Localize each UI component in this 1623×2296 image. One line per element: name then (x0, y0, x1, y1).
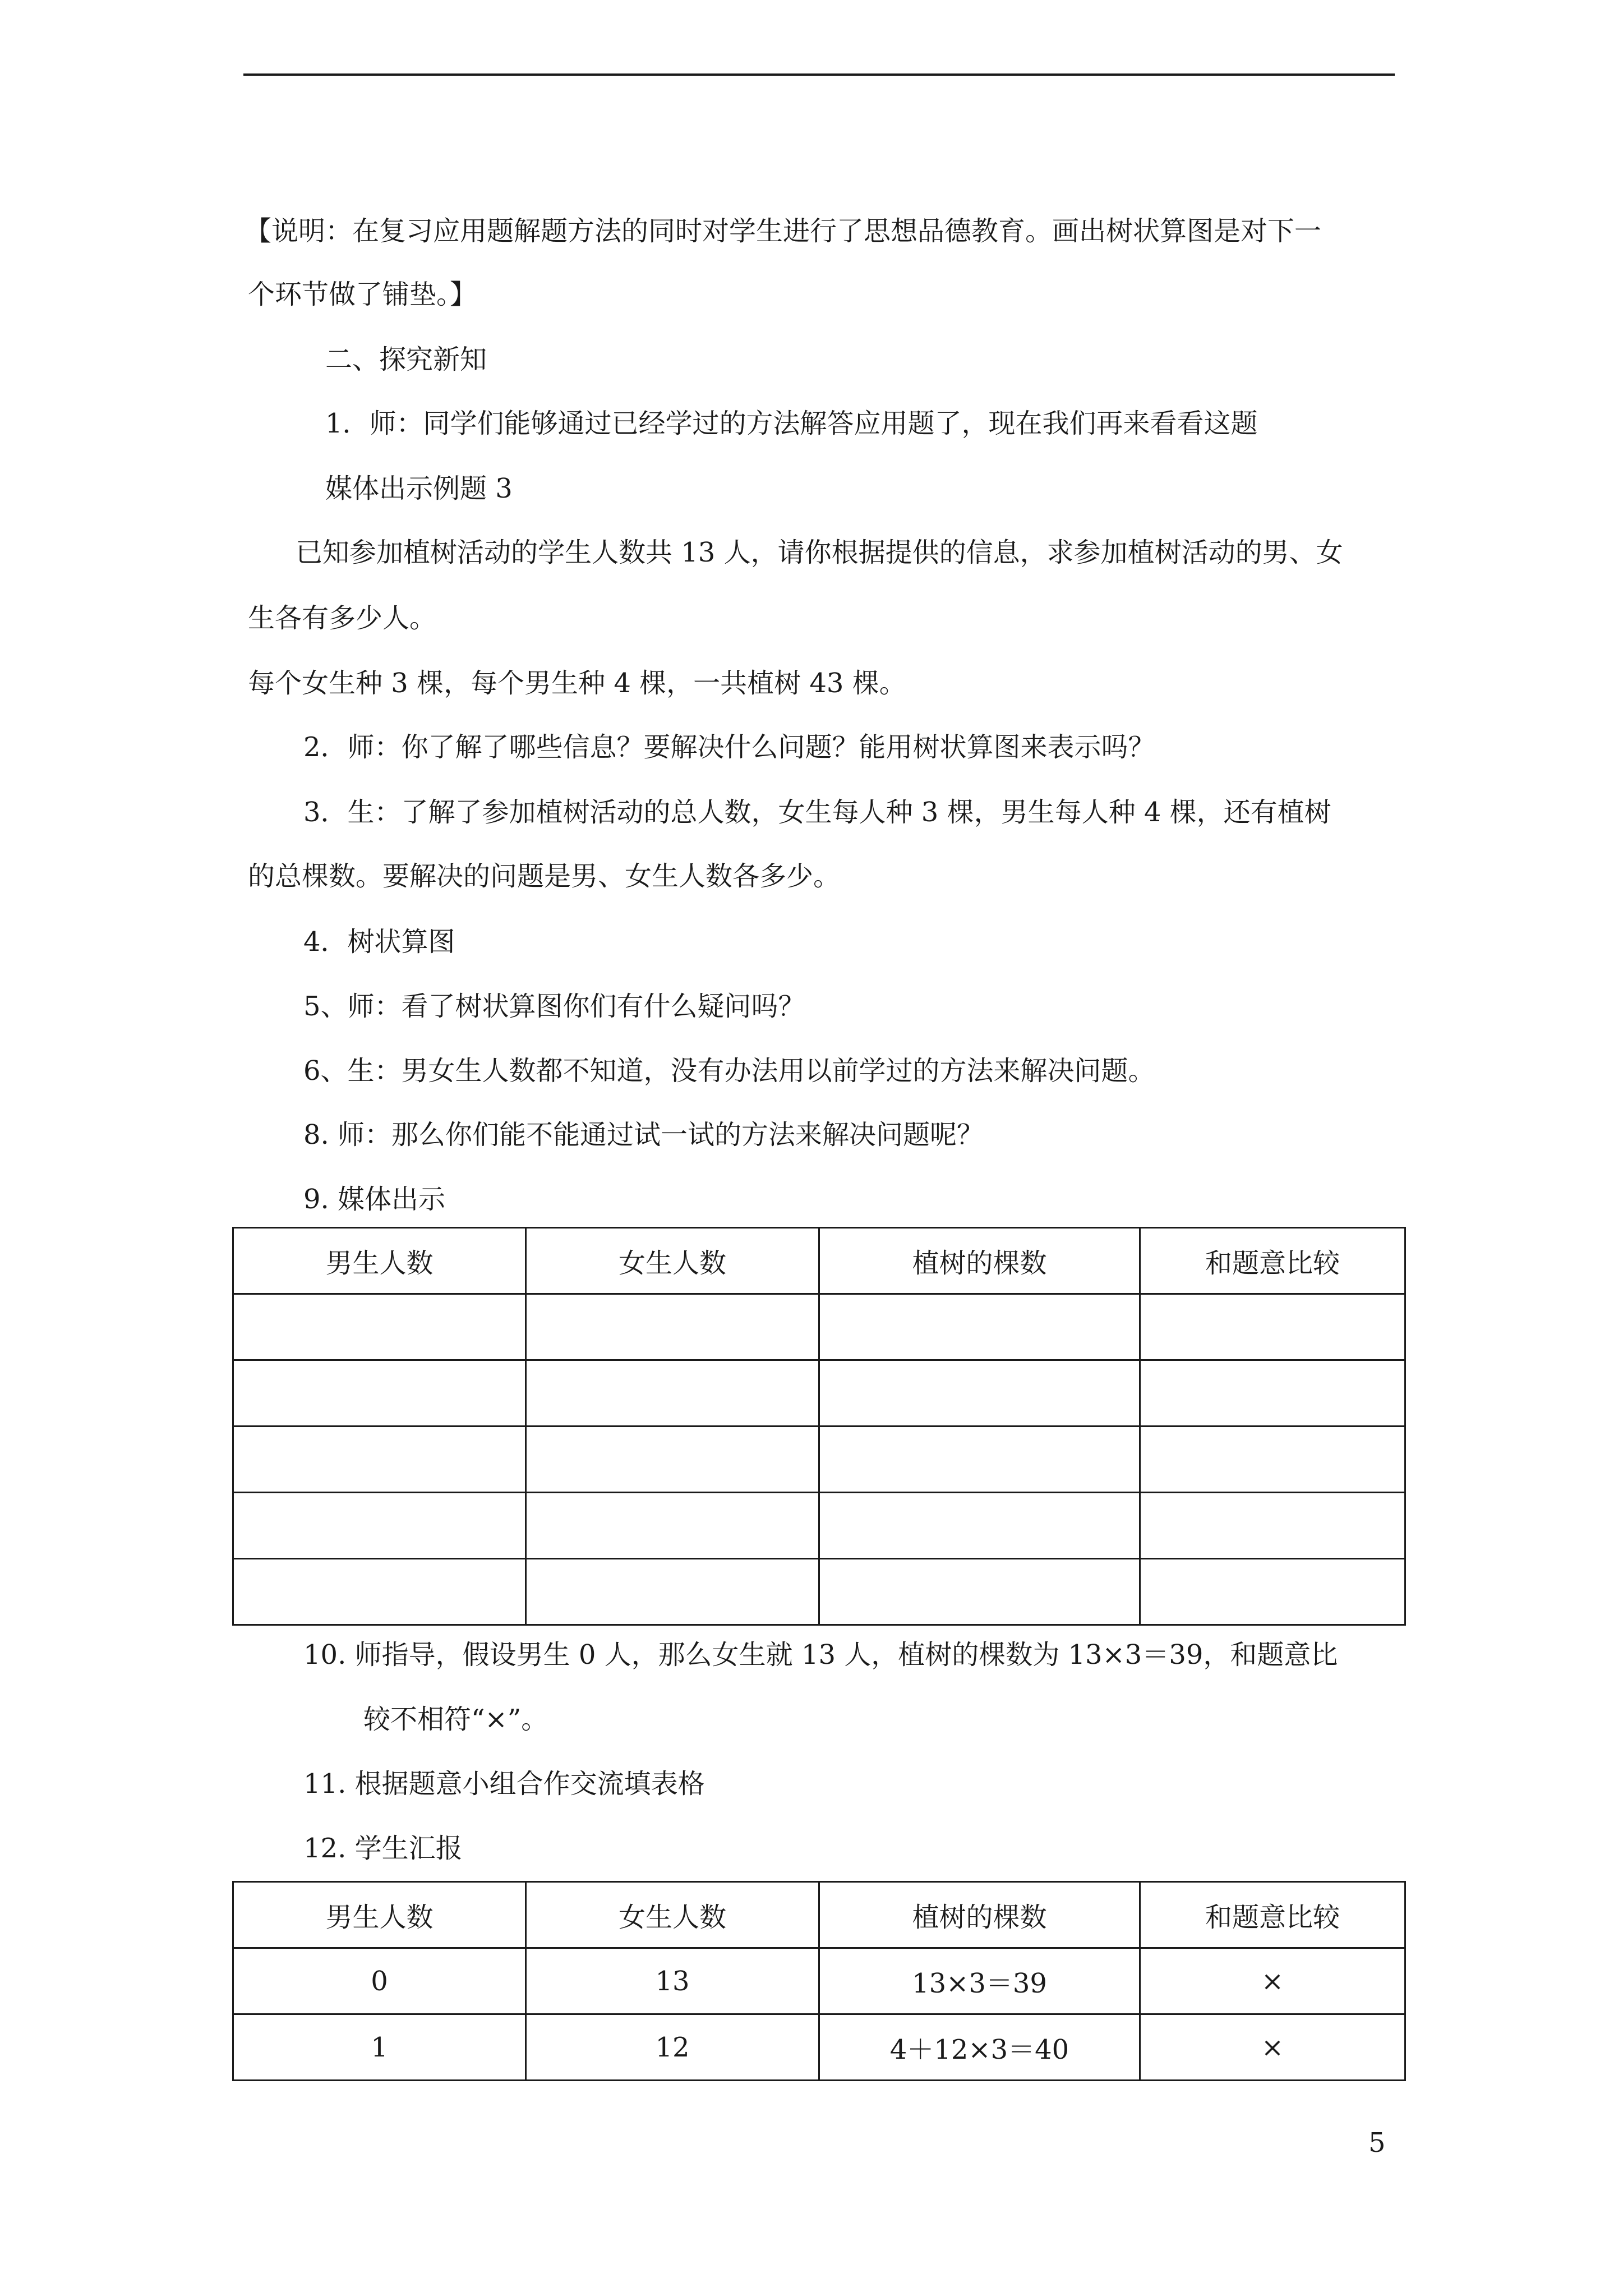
table-cell (1140, 1493, 1405, 1559)
table-cell: × (1140, 1948, 1405, 2014)
table-header-cell: 植树的棵数 (819, 1228, 1140, 1294)
table-cell: 13×3＝39 (819, 1948, 1140, 2014)
table-cell (819, 1360, 1140, 1427)
problem-line-1: 已知参加植树活动的学生人数共 13 人，请你根据提供的信息，求参加植树活动的男、女 (296, 537, 1343, 568)
table-row (233, 1948, 1405, 2014)
table-header-cell: 和题意比较 (1140, 1882, 1405, 1948)
page-number: 5 (1368, 2127, 1386, 2159)
item-11: 11. 根据题意小组合作交流填表格 (303, 1768, 705, 1800)
section-title: 二、探究新知 (325, 344, 487, 375)
table-cell (526, 1427, 819, 1493)
item-1: 1．师：同学们能够通过已经学过的方法解答应用题了，现在我们再来看看这题 (325, 408, 1258, 439)
problem-line-3: 每个女生种 3 棵，每个男生种 4 棵，一共植树 43 棵。 (248, 668, 906, 699)
table-cell (1140, 1559, 1405, 1625)
media-example: 媒体出示例题 3 (325, 473, 513, 504)
table-cell (819, 1559, 1140, 1625)
item-9: 9. 媒体出示 (303, 1184, 446, 1215)
table-cell (526, 1493, 819, 1559)
note-line-1: 【说明：在复习应用题解题方法的同时对学生进行了思想品德教育。画出树状算图是对下一 (245, 215, 1322, 247)
table-cell: 4＋12×3＝40 (819, 2014, 1140, 2081)
table-row (233, 1294, 1405, 1360)
header-rule (243, 73, 1395, 76)
item-3-line-1: 3．生：了解了参加植树活动的总人数，女生每人种 3 棵，男生每人种 4 棵，还有植树 (303, 797, 1331, 828)
table-header-cell: 植树的棵数 (819, 1882, 1140, 1948)
table-cell: 13 (526, 1948, 819, 2014)
item-5: 5、师：看了树状算图你们有什么疑问吗？ (303, 991, 805, 1022)
table-header-cell: 男生人数 (233, 1882, 526, 1948)
table-header-cell: 和题意比较 (1140, 1228, 1405, 1294)
table-cell (233, 1360, 526, 1427)
table-cell (819, 1493, 1140, 1559)
table-header-row (233, 1228, 1405, 1294)
table-row (233, 2014, 1405, 2081)
table-cell (233, 1493, 526, 1559)
report-table (232, 1881, 1406, 2081)
table-header-cell: 男生人数 (233, 1228, 526, 1294)
item-3-line-2: 的总棵数。要解决的问题是男、女生人数各多少。 (248, 861, 841, 892)
note-line-2: 个环节做了铺垫。】 (248, 279, 477, 310)
item-10-line-1: 10. 师指导，假设男生 0 人，那么女生就 13 人，植树的棵数为 13×3＝39，和题意比 (303, 1639, 1338, 1671)
item-8: 8. 师：那么你们能不能通过试一试的方法来解决问题呢？ (303, 1119, 984, 1151)
table-row (233, 1559, 1405, 1625)
item-4: 4．树状算图 (303, 926, 455, 958)
problem-line-2: 生各有多少人。 (248, 602, 437, 634)
table-row (233, 1360, 1405, 1427)
table-cell (819, 1427, 1140, 1493)
table-cell: 0 (233, 1948, 526, 2014)
table-cell (233, 1427, 526, 1493)
table-cell (1140, 1427, 1405, 1493)
table-cell (1140, 1294, 1405, 1360)
table-cell (1140, 1360, 1405, 1427)
table-cell (233, 1294, 526, 1360)
table-cell: 1 (233, 2014, 526, 2081)
table-cell (526, 1559, 819, 1625)
item-2: 2．师：你了解了哪些信息？要解决什么问题？能用树状算图来表示吗？ (303, 731, 1155, 763)
table-cell: 12 (526, 2014, 819, 2081)
table-row (233, 1493, 1405, 1559)
example-table-empty (232, 1227, 1406, 1626)
table-header-row (233, 1882, 1405, 1948)
table-cell: × (1140, 2014, 1405, 2081)
table-header-cell: 女生人数 (526, 1228, 819, 1294)
table-cell (819, 1294, 1140, 1360)
table-cell (233, 1559, 526, 1625)
table-row (233, 1427, 1405, 1493)
table-cell (526, 1360, 819, 1427)
table-header-cell: 女生人数 (526, 1882, 819, 1948)
item-12: 12. 学生汇报 (303, 1833, 463, 1864)
table-cell (526, 1294, 819, 1360)
item-6: 6、生：男女生人数都不知道，没有办法用以前学过的方法来解决问题。 (303, 1055, 1155, 1087)
item-10-line-2: 较不相符“×”。 (363, 1704, 548, 1735)
